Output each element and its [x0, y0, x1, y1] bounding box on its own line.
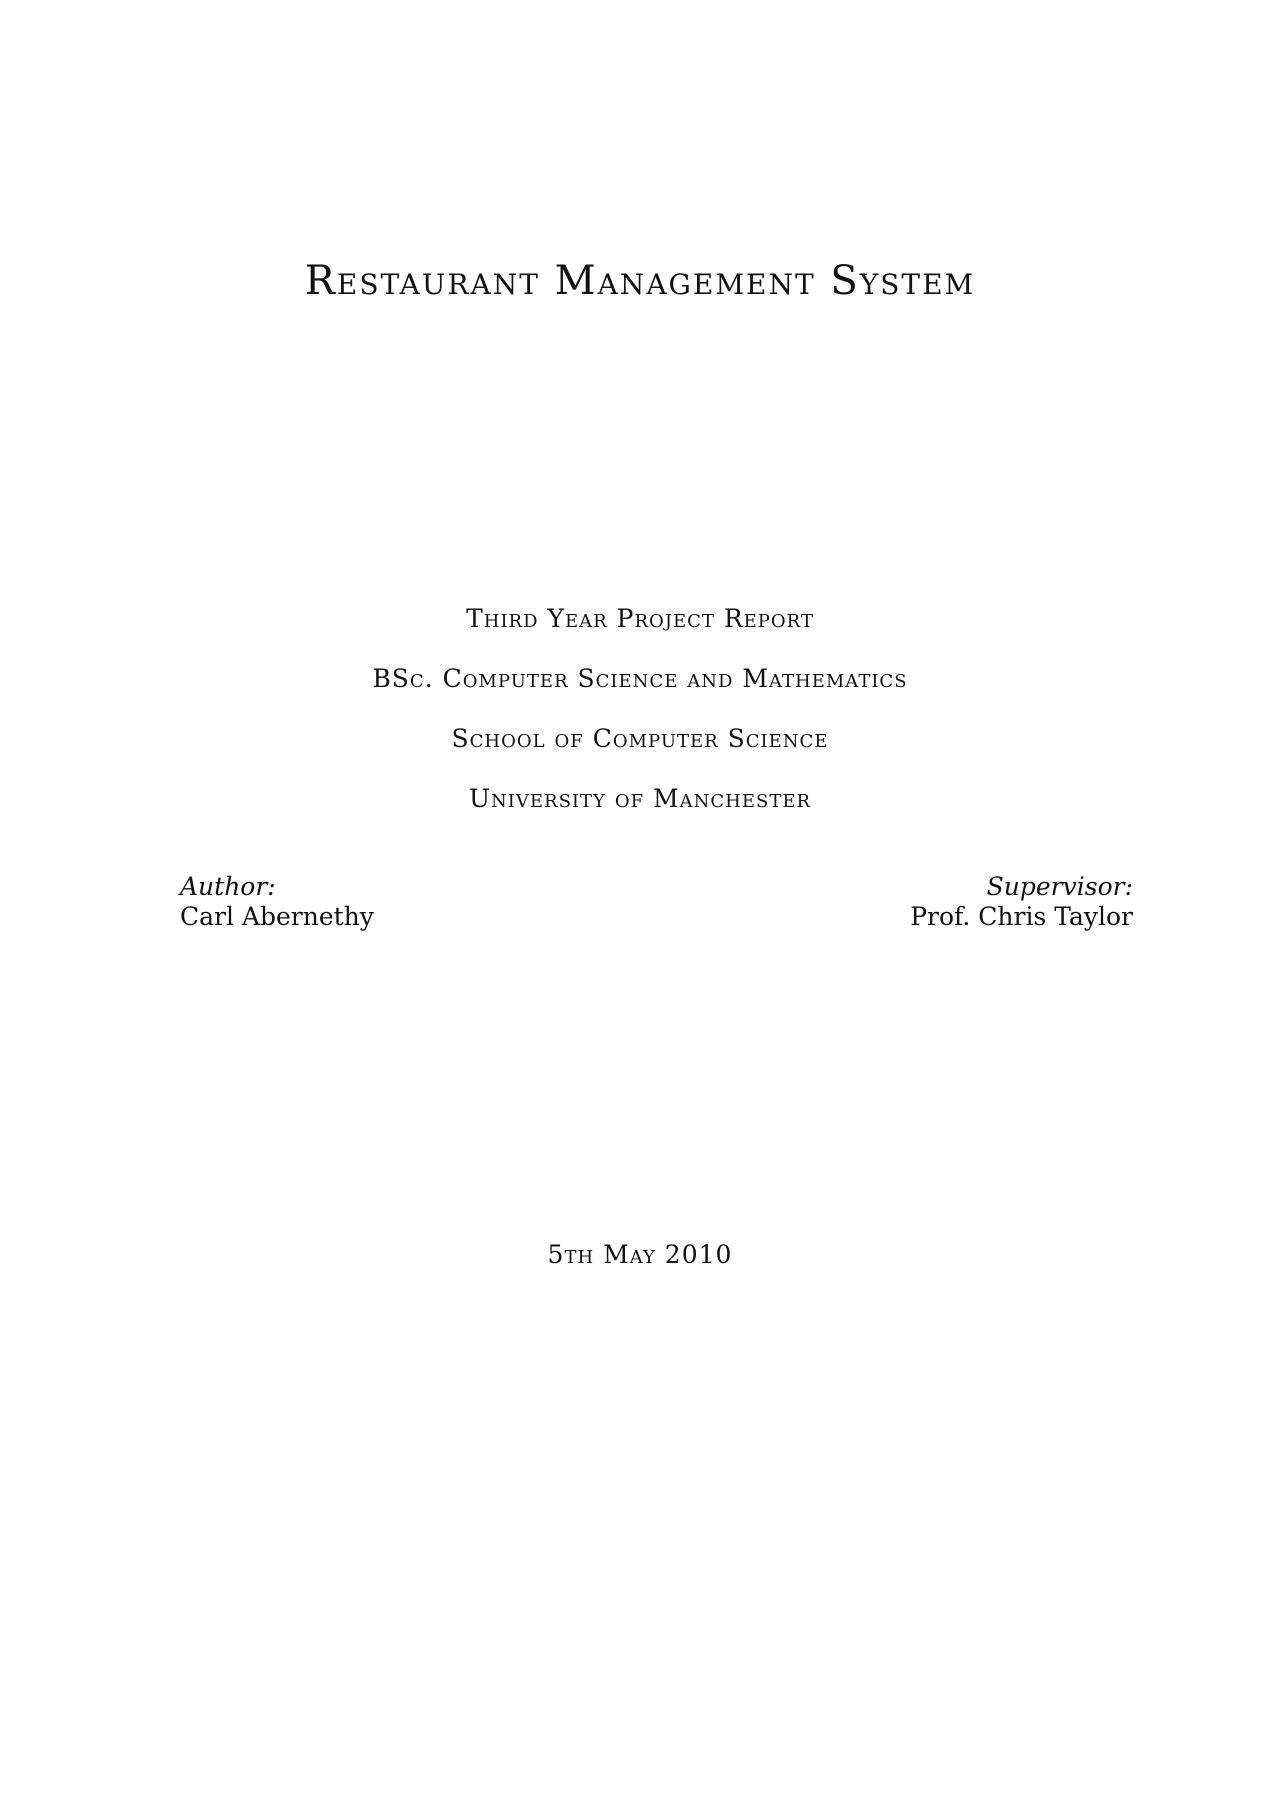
document-title: Restaurant Management System: [304, 258, 976, 304]
report-type: Third Year Project Report: [466, 604, 814, 633]
school-name: School of Computer Science: [451, 724, 829, 753]
author-label: Author:: [180, 872, 276, 901]
degree-programme: BSc. Computer Science and Mathematics: [372, 664, 908, 693]
report-date: 5th May 2010: [547, 1240, 733, 1269]
supervisor-label: Supervisor:: [986, 872, 1133, 901]
author-block: [180, 872, 374, 932]
people-block: [180, 872, 1133, 942]
supervisor-block: [910, 872, 1133, 932]
author-name: Carl Abernethy: [180, 902, 374, 931]
university-name: University of Manchester: [468, 784, 812, 813]
supervisor-name: Prof. Chris Taylor: [910, 902, 1133, 931]
